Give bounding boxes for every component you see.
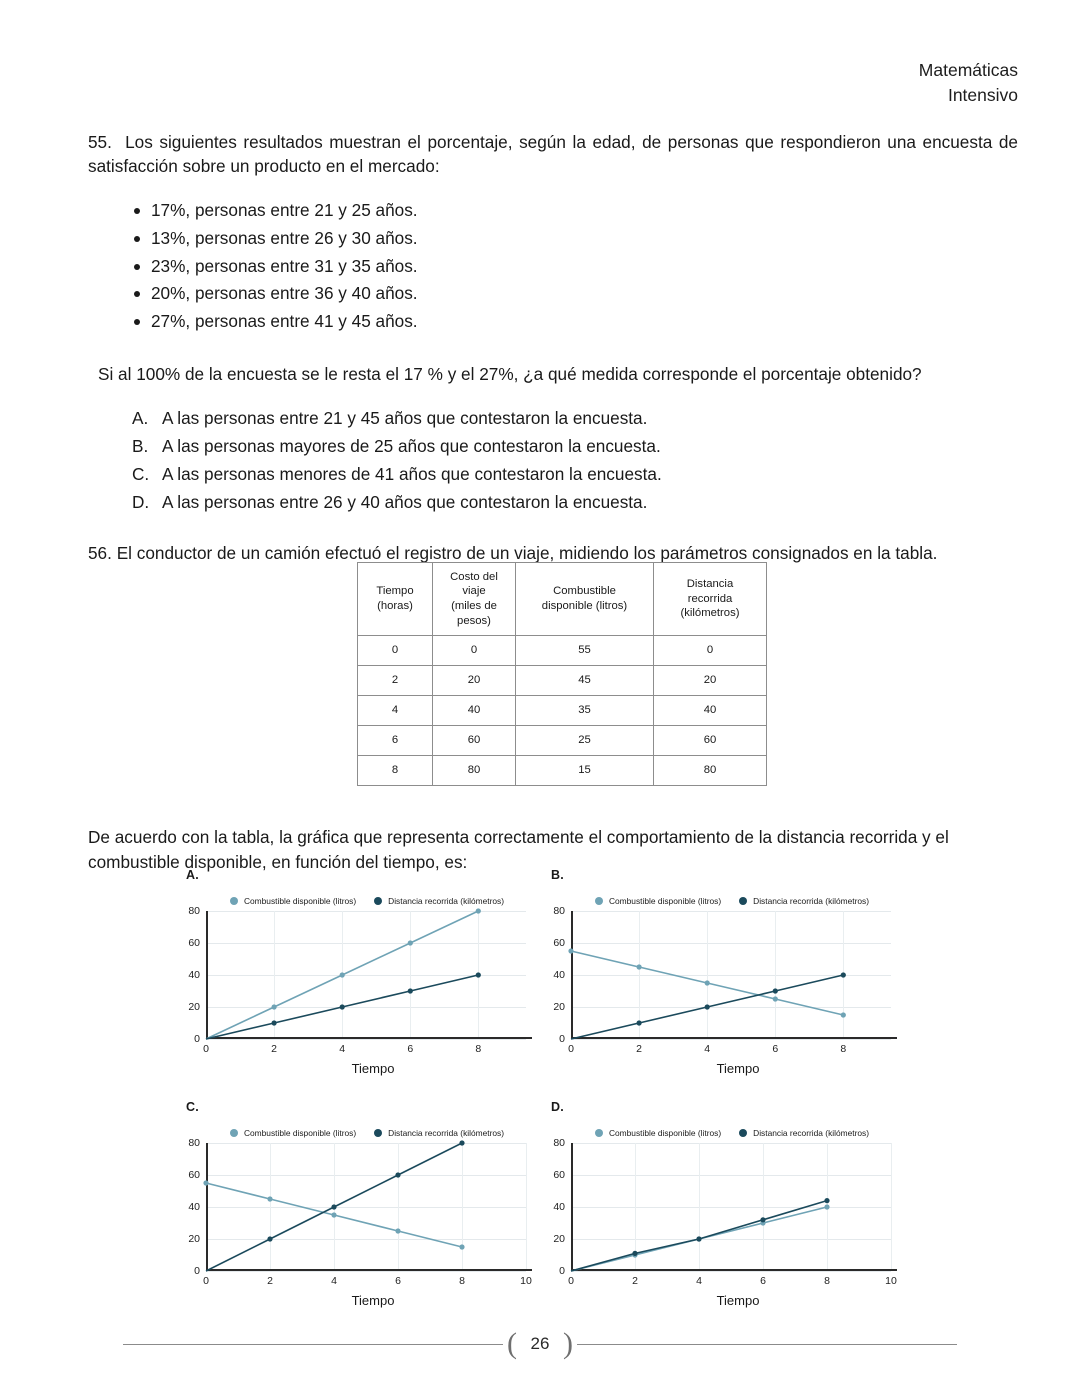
series-data-point (705, 1004, 710, 1009)
column-header-distancia (654, 563, 767, 636)
series-data-point (459, 1244, 464, 1249)
series-data-point (272, 1004, 277, 1009)
series-data-point (824, 1198, 829, 1203)
series-data-point (773, 996, 778, 1001)
series-data-point (340, 972, 345, 977)
legend-item (595, 1128, 721, 1138)
x-axis-tick-label: 2 (271, 1043, 278, 1055)
page-footer (0, 1329, 1080, 1359)
option-a[interactable] (132, 404, 1018, 432)
list-item: 23%, personas entre 31 y 35 años. (134, 253, 1018, 281)
legend-label: Combustible disponible (litros) (243, 896, 357, 906)
series-data-point (340, 1004, 345, 1009)
y-axis-tick-label: 0 (194, 1033, 200, 1045)
y-axis-tick-label: 80 (188, 905, 200, 917)
chart-options-grid (180, 868, 940, 1308)
x-axis-tick-label: 0 (568, 1275, 574, 1287)
series-data-point (267, 1196, 272, 1201)
x-axis-tick-label: 8 (840, 1043, 847, 1055)
y-axis-tick-label: 20 (188, 1001, 200, 1013)
legend-item (230, 1128, 356, 1138)
header-subject: Matemáticas (918, 60, 1018, 80)
legend-label: Combustible disponible (litros) (608, 896, 722, 906)
bracket-left-icon: ( (507, 1327, 517, 1360)
chart-option-letter-c: C. (186, 1100, 199, 1114)
question-56-stem-text: El conductor de un camión efectuó el registro de un viaje, midiendo los parámetros consignados en la tabla. (116, 542, 938, 563)
chart-series-layer (206, 1143, 526, 1271)
series-data-point (459, 1140, 464, 1145)
legend-dot-icon (739, 897, 747, 905)
chart-series-layer (571, 1143, 891, 1271)
option-b-letter: B. (132, 435, 149, 456)
series-data-point (272, 1020, 277, 1025)
series-data-point (267, 1236, 272, 1241)
series-data-point (632, 1251, 637, 1256)
trip-parameters-table-wrapper (357, 562, 767, 786)
series-data-point (696, 1236, 701, 1241)
cell: 80 (433, 756, 516, 786)
chart-option-a[interactable] (180, 868, 540, 1076)
table-row (358, 726, 767, 756)
table-row (358, 666, 767, 696)
bracket-right-icon: ) (563, 1327, 573, 1360)
x-axis-tick-label: 0 (203, 1275, 209, 1287)
legend-item (595, 896, 721, 906)
chart-intro-text: De acuerdo con la tabla, la gráfica que representa correctamente el comportamiento de la distancia recorrida y el combustible disponible, en función del tiempo, es: (88, 827, 949, 873)
legend-item (739, 1128, 869, 1138)
cell: 0 (358, 636, 433, 666)
header-line: (horas) (377, 600, 413, 612)
series-data-point (824, 1204, 829, 1209)
header-line: (kilómetros) (680, 607, 740, 620)
y-axis-tick-label: 0 (194, 1265, 200, 1277)
chart-legend (559, 896, 905, 906)
cell: 6 (358, 726, 433, 756)
legend-dot-icon (739, 1129, 747, 1137)
y-axis-tick-label: 20 (553, 1001, 565, 1013)
chart-option-letter-b: B. (551, 868, 564, 882)
legend-label: Distancia recorrida (kilómetros) (753, 1128, 870, 1138)
series-data-point (331, 1212, 336, 1217)
question-55-bullet-list (88, 197, 1018, 336)
x-axis-tick-label: 8 (475, 1043, 482, 1055)
x-axis-tick-label: 4 (704, 1043, 711, 1055)
legend-item (230, 896, 356, 906)
cell: 0 (654, 636, 767, 666)
page-header (919, 58, 1018, 109)
x-axis-title: Tiempo (716, 1293, 760, 1308)
x-axis-title: Tiempo (351, 1061, 395, 1076)
x-axis-tick-label: 10 (885, 1275, 897, 1287)
series-data-point (760, 1217, 765, 1222)
option-b[interactable] (132, 432, 1018, 460)
question-55-number: 55. (88, 132, 112, 152)
cell: 60 (433, 726, 516, 756)
x-axis-tick-label: 6 (772, 1043, 779, 1055)
table-header-row (358, 563, 767, 636)
cell: 25 (516, 726, 654, 756)
x-axis-tick-label: 4 (339, 1043, 346, 1055)
series-data-point (705, 980, 710, 985)
y-axis-tick-label: 40 (553, 969, 565, 981)
x-axis-title: Tiempo (716, 1061, 760, 1076)
option-a-letter: A. (132, 407, 149, 428)
chart-row-top (180, 868, 940, 1076)
chart-legend (194, 896, 540, 906)
y-axis-tick-label: 60 (188, 1169, 200, 1181)
series-data-point (476, 972, 481, 977)
header-line: Costo del (450, 570, 498, 583)
series-data-point (841, 972, 846, 977)
chart-plot-area (188, 905, 526, 1055)
legend-label: Combustible disponible (litros) (608, 1128, 722, 1138)
question-55-stem (88, 130, 1018, 179)
option-b-text: A las personas mayores de 25 años que contestaron la encuesta. (162, 435, 661, 456)
legend-label: Distancia recorrida (kilómetros) (388, 896, 505, 906)
list-item: 20%, personas entre 36 y 40 años. (134, 280, 1018, 308)
series-data-point (476, 908, 481, 913)
y-axis-tick-label: 40 (553, 1201, 565, 1213)
table-row (358, 636, 767, 666)
header-level: Intensivo (947, 85, 1018, 106)
option-d-letter: D. (132, 491, 150, 512)
y-axis-tick-label: 80 (553, 1137, 565, 1149)
series-data-point (637, 964, 642, 969)
gridline-horizontal (571, 1039, 891, 1040)
gridline-vertical (526, 1143, 527, 1271)
cell: 20 (433, 666, 516, 696)
series-data-point (841, 1012, 846, 1017)
chart-option-d[interactable] (545, 1100, 905, 1308)
y-axis-tick-label: 20 (188, 1233, 200, 1245)
series-data-point (773, 988, 778, 993)
series-data-point (395, 1172, 400, 1177)
series-data-point (395, 1228, 400, 1233)
cell: 20 (654, 666, 767, 696)
table-row (358, 756, 767, 786)
chart-option-letter-a: A. (186, 868, 199, 882)
column-header-tiempo (358, 563, 433, 636)
table-head (358, 563, 767, 636)
table-row (358, 696, 767, 726)
y-axis-tick-label: 60 (188, 937, 200, 949)
cell: 80 (654, 756, 767, 786)
gridline-horizontal (206, 1039, 526, 1040)
list-item: 13%, personas entre 26 y 30 años. (134, 225, 1018, 253)
gridline-horizontal (206, 1271, 526, 1272)
x-axis-tick-label: 0 (203, 1043, 209, 1055)
main-content (88, 130, 1018, 565)
x-axis-tick-label: 6 (760, 1275, 766, 1287)
gridline-horizontal (571, 1271, 891, 1272)
header-line: Tiempo (376, 585, 414, 598)
chart-row-bottom (180, 1100, 940, 1308)
chart-series-layer (571, 911, 891, 1039)
cell: 35 (516, 696, 654, 726)
page-number-badge (503, 1329, 577, 1359)
x-axis-tick-label: 2 (632, 1275, 638, 1287)
series-line (571, 1201, 827, 1271)
x-axis-tick-label: 8 (459, 1275, 465, 1287)
chart-plot-area (188, 1137, 532, 1287)
list-item: 27%, personas entre 41 y 45 años. (134, 308, 1018, 336)
legend-dot-icon (595, 897, 603, 905)
gridline-vertical (891, 1143, 892, 1271)
series-data-point (637, 1020, 642, 1025)
chart-plot-area (553, 905, 891, 1055)
legend-label: Combustible disponible (litros) (243, 1128, 357, 1138)
column-header-combustible (516, 563, 654, 636)
header-line: viaje (462, 585, 486, 598)
page-number: 26 (530, 1334, 550, 1353)
legend-dot-icon (595, 1129, 603, 1137)
y-axis-tick-label: 60 (553, 1169, 565, 1181)
chart-plot-area (553, 1137, 897, 1287)
x-axis-tick-label: 4 (331, 1275, 337, 1287)
y-axis-tick-label: 40 (188, 969, 200, 981)
x-axis-tick-label: 10 (520, 1275, 532, 1287)
trip-parameters-table (357, 562, 767, 786)
x-axis-tick-label: 4 (696, 1275, 702, 1287)
y-axis-tick-label: 80 (188, 1137, 200, 1149)
question-55-subquestion: Si al 100% de la encuesta se le resta el 17 % y el 27%, ¿a qué medida corresponde el porcentaje obtenido? (98, 364, 922, 385)
option-d-text: A las personas entre 26 y 40 años que contestaron la encuesta. (162, 491, 648, 512)
cell: 60 (654, 726, 767, 756)
question-55-options (88, 404, 1018, 516)
legend-item (374, 896, 504, 906)
x-axis-title: Tiempo (351, 1293, 395, 1308)
legend-label: Distancia recorrida (kilómetros) (753, 896, 870, 906)
legend-dot-icon (230, 1129, 238, 1137)
cell: 2 (358, 666, 433, 696)
x-axis-tick-label: 2 (636, 1043, 643, 1055)
header-line: Distancia (686, 577, 734, 590)
cell: 40 (433, 696, 516, 726)
y-axis-tick-label: 40 (188, 1201, 200, 1213)
legend-dot-icon (230, 897, 238, 905)
series-data-point (568, 948, 573, 953)
legend-item (374, 1128, 504, 1138)
cell: 0 (433, 636, 516, 666)
cell: 55 (516, 636, 654, 666)
legend-item (739, 896, 869, 906)
option-d[interactable] (132, 488, 1018, 516)
header-line: recorrida (687, 592, 733, 605)
header-line: disponible (litros) (541, 600, 628, 612)
question-56-number: 56. (88, 542, 112, 563)
x-axis-tick-label: 6 (407, 1043, 414, 1055)
x-axis-tick-label: 6 (395, 1275, 401, 1287)
footer-rule-right (577, 1344, 957, 1345)
series-data-point (203, 1180, 208, 1185)
header-line: (miles de (451, 600, 497, 612)
cell: 40 (654, 696, 767, 726)
option-c-letter: C. (132, 463, 150, 484)
column-header-costo (433, 563, 516, 636)
series-data-point (408, 940, 413, 945)
option-a-text: A las personas entre 21 y 45 años que contestaron la encuesta. (162, 407, 648, 428)
footer-rule-left (123, 1344, 503, 1345)
chart-legend (194, 1128, 540, 1138)
chart-series-layer (206, 911, 526, 1039)
series-data-point (408, 988, 413, 993)
table-body (358, 636, 767, 786)
y-axis-tick-label: 0 (559, 1033, 565, 1045)
option-c[interactable] (132, 460, 1018, 488)
y-axis-tick-label: 60 (553, 937, 565, 949)
legend-label: Distancia recorrida (kilómetros) (388, 1128, 505, 1138)
legend-dot-icon (374, 1129, 382, 1137)
chart-option-c[interactable] (180, 1100, 540, 1308)
header-line: pesos) (457, 614, 491, 627)
y-axis-tick-label: 80 (553, 905, 565, 917)
list-item: 17%, personas entre 21 y 25 años. (134, 197, 1018, 225)
y-axis-tick-label: 20 (553, 1233, 565, 1245)
series-data-point (331, 1204, 336, 1209)
x-axis-tick-label: 0 (568, 1043, 574, 1055)
cell: 4 (358, 696, 433, 726)
cell: 45 (516, 666, 654, 696)
cell: 8 (358, 756, 433, 786)
header-line: Combustible (553, 585, 616, 598)
option-c-text: A las personas menores de 41 años que contestaron la encuesta. (162, 463, 662, 484)
y-axis-tick-label: 0 (559, 1265, 565, 1277)
x-axis-tick-label: 2 (267, 1275, 273, 1287)
cell: 15 (516, 756, 654, 786)
x-axis-tick-label: 8 (824, 1275, 830, 1287)
chart-option-letter-d: D. (551, 1100, 564, 1114)
question-55-stem-text: Los siguientes resultados muestran el porcentaje, según la edad, de personas que respondieron una encuesta de satisfacción sobre un producto en el mercado: (88, 132, 1018, 177)
chart-legend (559, 1128, 905, 1138)
legend-dot-icon (374, 897, 382, 905)
chart-option-b[interactable] (545, 868, 905, 1076)
